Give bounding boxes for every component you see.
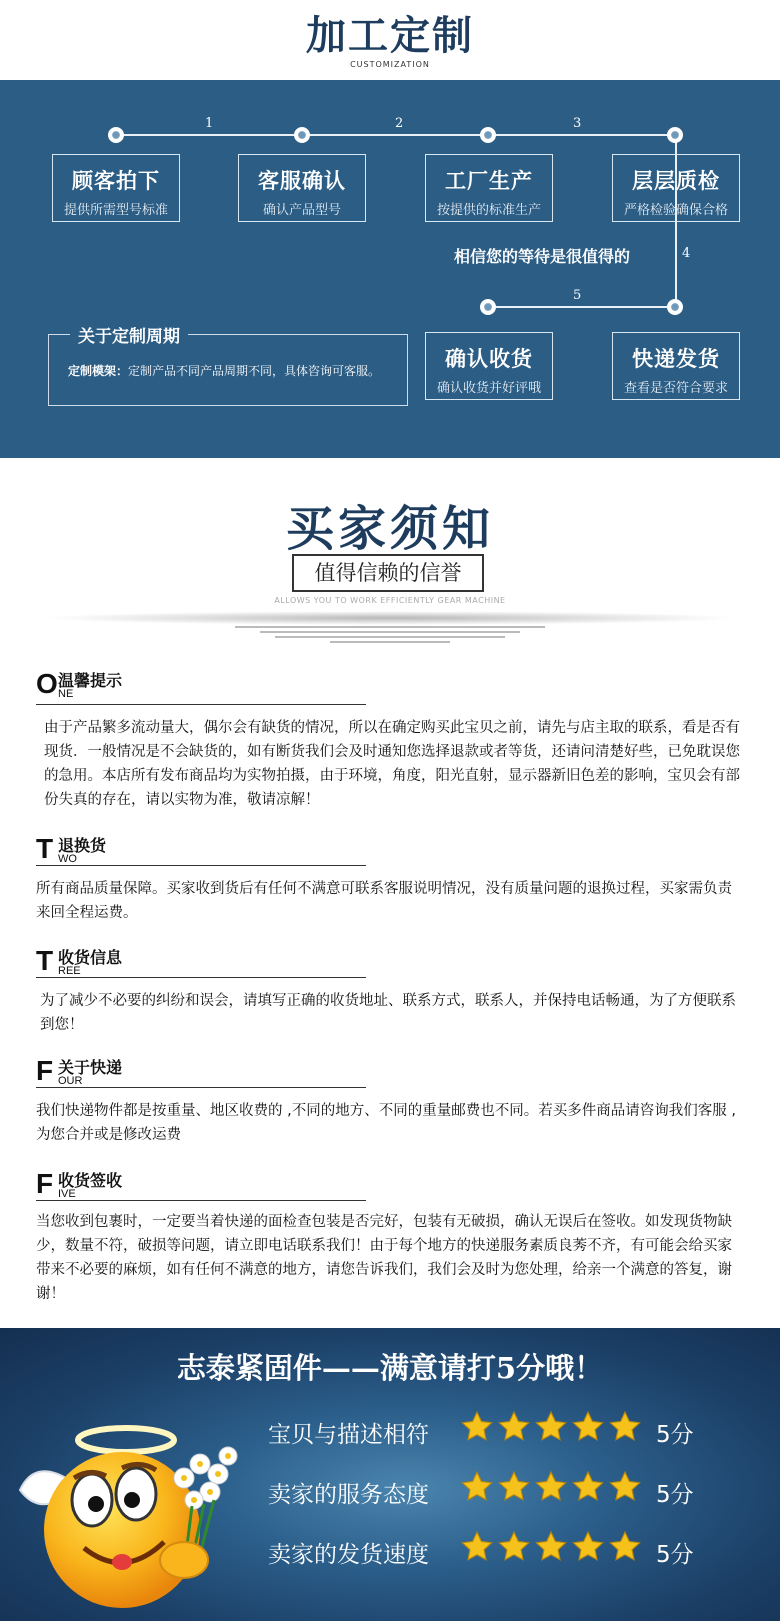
star-icon[interactable] (460, 1470, 494, 1504)
step-node-6 (480, 299, 496, 315)
item-heading-en: REE (58, 965, 81, 977)
item-letter: F (36, 1055, 54, 1086)
rating-section (0, 1328, 780, 1621)
step-box-2 (238, 154, 366, 222)
star-icon[interactable] (460, 1410, 494, 1444)
step-desc: 确认收货并好评哦 (436, 381, 541, 396)
rating-title: 志泰紧固件——满意请打5分哦！ (176, 1351, 604, 1385)
star-icon[interactable] (571, 1470, 605, 1504)
item-body: 我们快递物件都是按重量、地区收费的 ,不同的地方、不同的重量邮费也不同。若买多件商品请咨询我们客服 ,为您合并或是修改运费 (36, 1103, 736, 1143)
star-icon[interactable] (571, 1410, 605, 1444)
notice-item-4 (36, 1055, 746, 1145)
cycle-desc: 定制产品不同产品周期不同，具体咨询可客服。 (128, 364, 381, 378)
item-body: 所有商品质量保障。买家收到货后有任何不满意可联系客服说明情况，没有质量问题的退换过程，买家需负责来回全程运费。 (36, 881, 732, 921)
item-heading-en: WO (58, 853, 77, 865)
step-title: 工厂生产 (445, 169, 533, 193)
item-letter: O (36, 668, 58, 699)
rating-score: 5分 (656, 1422, 694, 1448)
item-heading: 收货信息 (58, 948, 123, 967)
rating-score: 5分 (656, 1482, 694, 1508)
item-heading-en: OUR (58, 1075, 83, 1087)
item-letter: T (36, 833, 54, 864)
item-heading-en: NE (58, 688, 74, 700)
star-icon[interactable] (497, 1530, 531, 1564)
item-heading-en: IVE (58, 1188, 76, 1200)
step-title: 层层质检 (632, 169, 720, 193)
cycle-text (68, 362, 380, 379)
smiley-angel-icon (14, 1420, 254, 1620)
step-desc: 查看是否符合要求 (623, 381, 728, 396)
item-body: 为了减少不必要的纠纷和误会，请填写正确的收货地址、联系方式，联系人，并保持电话畅通，为了方便联系到您！ (40, 993, 736, 1033)
cycle-label: 定制模架： (68, 364, 129, 378)
rating-label: 卖家的发货速度 (268, 1542, 429, 1568)
notice-shadow-divider (40, 611, 740, 625)
step-node-1 (108, 127, 124, 143)
item-heading: 温馨提示 (58, 671, 123, 690)
step-desc: 确认产品型号 (262, 203, 341, 218)
notice-item-3 (36, 945, 746, 1035)
step-node-2 (294, 127, 310, 143)
notice-title: 买家须知 (285, 501, 494, 557)
step-number-3: 3 (573, 116, 582, 131)
item-heading: 收货签收 (58, 1171, 123, 1190)
item-letter: F (36, 1168, 54, 1199)
notice-fine-print (230, 626, 550, 640)
step-desc: 严格检验确保合格 (623, 203, 728, 218)
rating-score: 5分 (656, 1542, 694, 1568)
process-line-top (116, 134, 676, 136)
item-rule (36, 704, 366, 705)
item-letter: T (36, 945, 54, 976)
item-rule (36, 1200, 366, 1201)
star-icon[interactable] (534, 1530, 568, 1564)
star-icon[interactable] (608, 1470, 642, 1504)
step-node-4 (667, 127, 683, 143)
step-box-5 (612, 332, 740, 400)
step-desc: 按提供的标准生产 (436, 203, 541, 218)
star-icon[interactable] (497, 1410, 531, 1444)
process-band (0, 80, 780, 458)
item-body: 由于产品繁多流动量大，偶尔会有缺货的情况，所以在确定购买此宝贝之前，请先与店主取的联系，看是否有现货．一般情况是不会缺货的，如有断货我们会及时通知您选择退款或者等货，还请问清楚好些，已免耽误您的急用。本店所有发布商品均为实物拍摄，由于环境，角度，阳光直射，显示器新旧色差的影响，宝贝会有部份失真的存在，请以实物为准，敬请凉解！ (44, 720, 740, 808)
notice-english: ALLOWS YOU TO WORK EFFICIENTLY GEAR MACHINE (274, 596, 506, 605)
item-heading: 退换货 (58, 836, 107, 855)
step-number-1: 1 (205, 116, 214, 131)
step-box-4 (612, 154, 740, 222)
rating-label: 卖家的服务态度 (268, 1482, 429, 1508)
step-number-5: 5 (573, 288, 582, 303)
step-number-2: 2 (395, 116, 404, 131)
step-node-3 (480, 127, 496, 143)
notice-boxed-subtitle: 值得信赖的信誉 (292, 554, 484, 592)
rating-label: 宝贝与描述相符 (268, 1422, 429, 1448)
star-icon[interactable] (608, 1410, 642, 1444)
star-icon[interactable] (534, 1410, 568, 1444)
step-title: 快递发货 (632, 347, 720, 371)
star-icon[interactable] (571, 1530, 605, 1564)
notice-item-5 (36, 1168, 746, 1318)
process-line-bottom (490, 306, 676, 308)
notice-item-2 (36, 833, 746, 923)
step-desc: 提供所需型号标准 (63, 203, 168, 218)
step-node-5 (667, 299, 683, 315)
notice-item-1 (36, 668, 746, 818)
notice-header (0, 470, 780, 640)
item-body: 当您收到包裹时，一定要当着快递的面检查包装是否完好，包装有无破损，确认无误后在签收。如发现货物缺少，数量不符，破损等问题，请立即电话联系我们！由于每个地方的快递服务素质良莠不齐，有可能会给买家带来不必要的麻烦，如有任何不满意的地方，请您告诉我们，我们会及时为您处理，给亲一个满意的答复，谢谢！ (36, 1214, 732, 1302)
wait-text: 相信您的等待是很值得的 (454, 247, 631, 266)
item-rule (36, 977, 366, 978)
step-title: 确认收货 (445, 347, 533, 371)
step-box-1 (52, 154, 180, 222)
star-icon[interactable] (497, 1470, 531, 1504)
step-box-6 (425, 332, 553, 400)
item-rule (36, 865, 366, 866)
step-title: 顾客拍下 (72, 169, 160, 193)
cycle-title: 关于定制周期 (70, 322, 188, 347)
customization-title: 加工定制 (306, 12, 474, 59)
customization-header (0, 0, 780, 80)
step-box-3 (425, 154, 553, 222)
item-heading: 关于快递 (58, 1058, 123, 1077)
step-title: 客服确认 (258, 169, 346, 193)
star-icon[interactable] (534, 1470, 568, 1504)
customization-subtitle: CUSTOMIZATION (350, 60, 430, 69)
star-icon[interactable] (608, 1530, 642, 1564)
step-number-4: 4 (682, 246, 691, 261)
star-icon[interactable] (460, 1530, 494, 1564)
item-rule (36, 1087, 366, 1088)
